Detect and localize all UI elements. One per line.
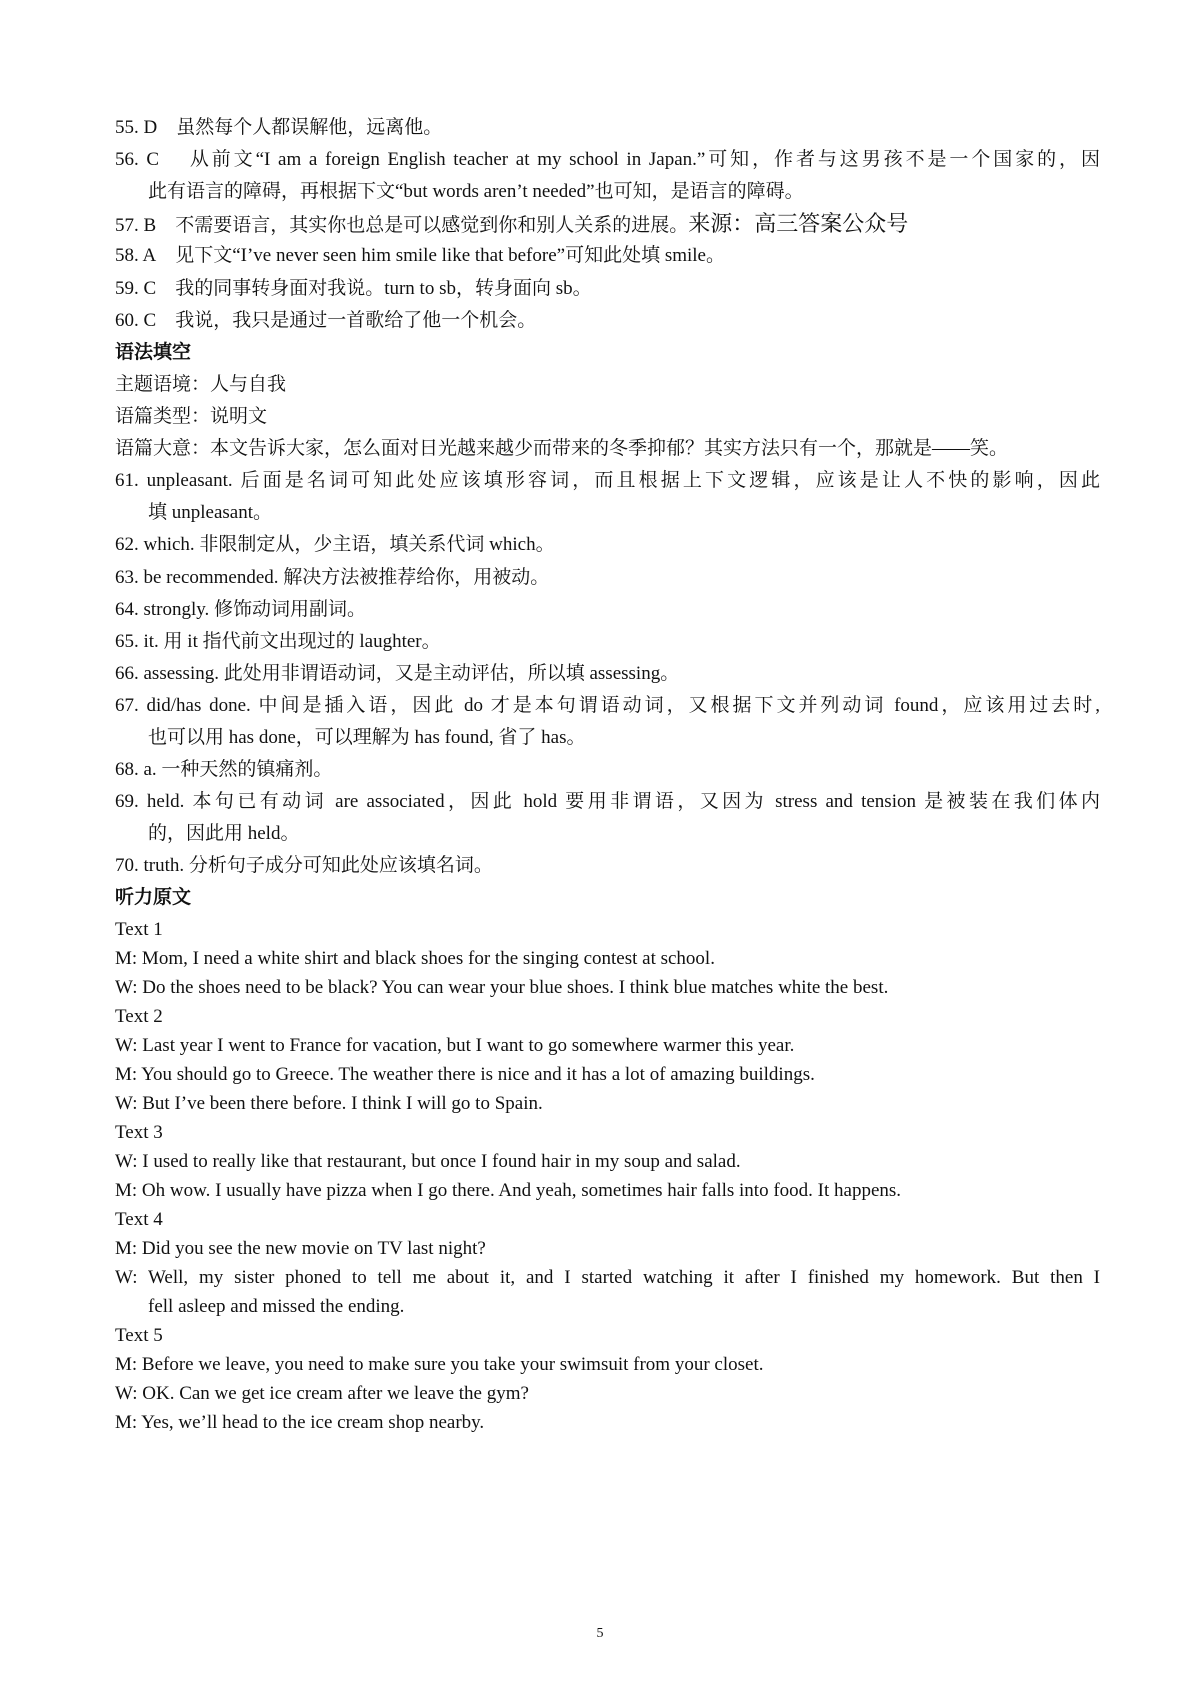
answer-56	[115, 144, 1100, 176]
grammar-item-70: 70. truth. 分析句子成分可知此处应该填名词。	[115, 855, 493, 876]
dialogue-line-continued: fell asleep and missed the ending.	[148, 1296, 405, 1317]
dialogue-line: W: Last year I went to France for vacation, but I want to go somewhere warmer this year.	[115, 1035, 795, 1056]
grammar-item-68: 68. a. 一种天然的镇痛剂。	[115, 759, 333, 780]
answer-explanation: 虽然每个人都误解他，远离他。	[176, 117, 443, 138]
answer-number: 58. A	[115, 245, 157, 266]
dialogue-line: W: But I’ve been there before. I think I will go to Spain.	[115, 1093, 543, 1114]
dialogue-line: W: I used to really like that restaurant, but once I found hair in my soup and salad.	[115, 1151, 741, 1172]
listening-heading: 听力原文	[115, 887, 192, 908]
dialogue-line: W: Well, my sister phoned to tell me about it, and I started watching it after I finished my homework. But then I	[115, 1267, 1100, 1288]
answer-58	[115, 240, 1100, 272]
grammar-item-67: 67. did/has done. 中间是插入语，因此 do 才是本句谓语动词，又根据下文并列动词 found，应该用过去时,	[115, 695, 1100, 716]
answer-56-continued: 此有语言的障碍，再根据下文“but words aren’t needed”也可知，是语言的障碍。	[148, 181, 804, 202]
answer-number: 59. C	[115, 278, 157, 299]
dialogue-line: W: OK. Can we get ice cream after we leave the gym?	[115, 1383, 529, 1404]
dialogue-line: M: Oh wow. I usually have pizza when I go there. And yeah, sometimes hair falls into food. It happens.	[115, 1180, 902, 1201]
answer-explanation: 不需要语言，其实你也总是可以感觉到你和别人关系的进展。	[175, 215, 689, 236]
grammar-item-69-continued: 的，因此用 held。	[148, 823, 300, 844]
answer-explanation: 见下文“I’ve never seen him smile like that before”可知此处填 smile。	[175, 245, 725, 266]
dialogue-line: M: Mom, I need a white shirt and black shoes for the singing contest at school.	[115, 948, 715, 969]
answer-explanation: 从前文“I am a foreign English teacher at my school in Japan.”可知，作者与这男孩不是一个国家的，因	[189, 149, 1100, 170]
answer-60	[115, 305, 1100, 337]
text-1-title: Text 1	[115, 919, 163, 940]
grammar-item-61: 61. unpleasant. 后面是名词可知此处应该填形容词，而且根据上下文逻辑，应该是让人不快的影响，因此	[115, 470, 1100, 491]
grammar-item-66: 66. assessing. 此处用非谓语动词，又是主动评估，所以填 assessing。	[115, 663, 680, 684]
grammar-item-65: 65. it. 用 it 指代前文出现过的 laughter。	[115, 631, 441, 652]
grammar-item-61-continued: 填 unpleasant。	[148, 502, 273, 523]
answer-number: 60. C	[115, 310, 157, 331]
answer-explanation: 我的同事转身面对我说。turn to sb，转身面向 sb。	[175, 278, 592, 299]
text-5-title: Text 5	[115, 1325, 163, 1346]
dialogue-line: W: Do the shoes need to be black? You can wear your blue shoes. I think blue matches white the best.	[115, 977, 889, 998]
source-note: 来源：高三答案公众号	[688, 211, 909, 236]
answer-number: 57. B	[115, 215, 157, 236]
answer-number: 56. C	[115, 149, 160, 170]
dialogue-line: M: Before we leave, you need to make sure you take your swimsuit from your closet.	[115, 1354, 764, 1375]
grammar-item-62: 62. which. 非限制定从，少主语，填关系代词 which。	[115, 534, 555, 555]
dialogue-line: M: Did you see the new movie on TV last night?	[115, 1238, 486, 1259]
grammar-item-63: 63. be recommended. 解决方法被推荐给你，用被动。	[115, 567, 550, 588]
answer-57	[115, 208, 1100, 242]
grammar-item-64: 64. strongly. 修饰动词用副词。	[115, 599, 367, 620]
page-number: 5	[596, 1626, 604, 1641]
answer-59	[115, 273, 1100, 305]
grammar-heading: 语法填空	[115, 342, 192, 363]
text-4-title: Text 4	[115, 1209, 163, 1230]
grammar-summary: 语篇大意：本文告诉大家，怎么面对日光越来越少而带来的冬季抑郁？其实方法只有一个，那就是——笑。	[115, 438, 1009, 459]
grammar-theme: 主题语境：人与自我	[115, 374, 287, 395]
grammar-item-67-continued: 也可以用 has done，可以理解为 has found, 省了 has。	[148, 727, 586, 748]
grammar-item-69: 69. held. 本句已有动词 are associated，因此 hold 要用非谓语，又因为 stress and tension 是被装在我们体内	[115, 791, 1100, 812]
dialogue-line: M: You should go to Greece. The weather there is nice and it has a lot of amazing buildings.	[115, 1064, 815, 1085]
answer-number: 55. D	[115, 117, 158, 138]
answer-55	[115, 112, 1100, 144]
grammar-genre: 语篇类型：说明文	[115, 406, 268, 427]
answer-explanation: 我说，我只是通过一首歌给了他一个机会。	[175, 310, 537, 331]
dialogue-line: M: Yes, we’ll head to the ice cream shop nearby.	[115, 1412, 485, 1433]
text-3-title: Text 3	[115, 1122, 163, 1143]
text-2-title: Text 2	[115, 1006, 163, 1027]
